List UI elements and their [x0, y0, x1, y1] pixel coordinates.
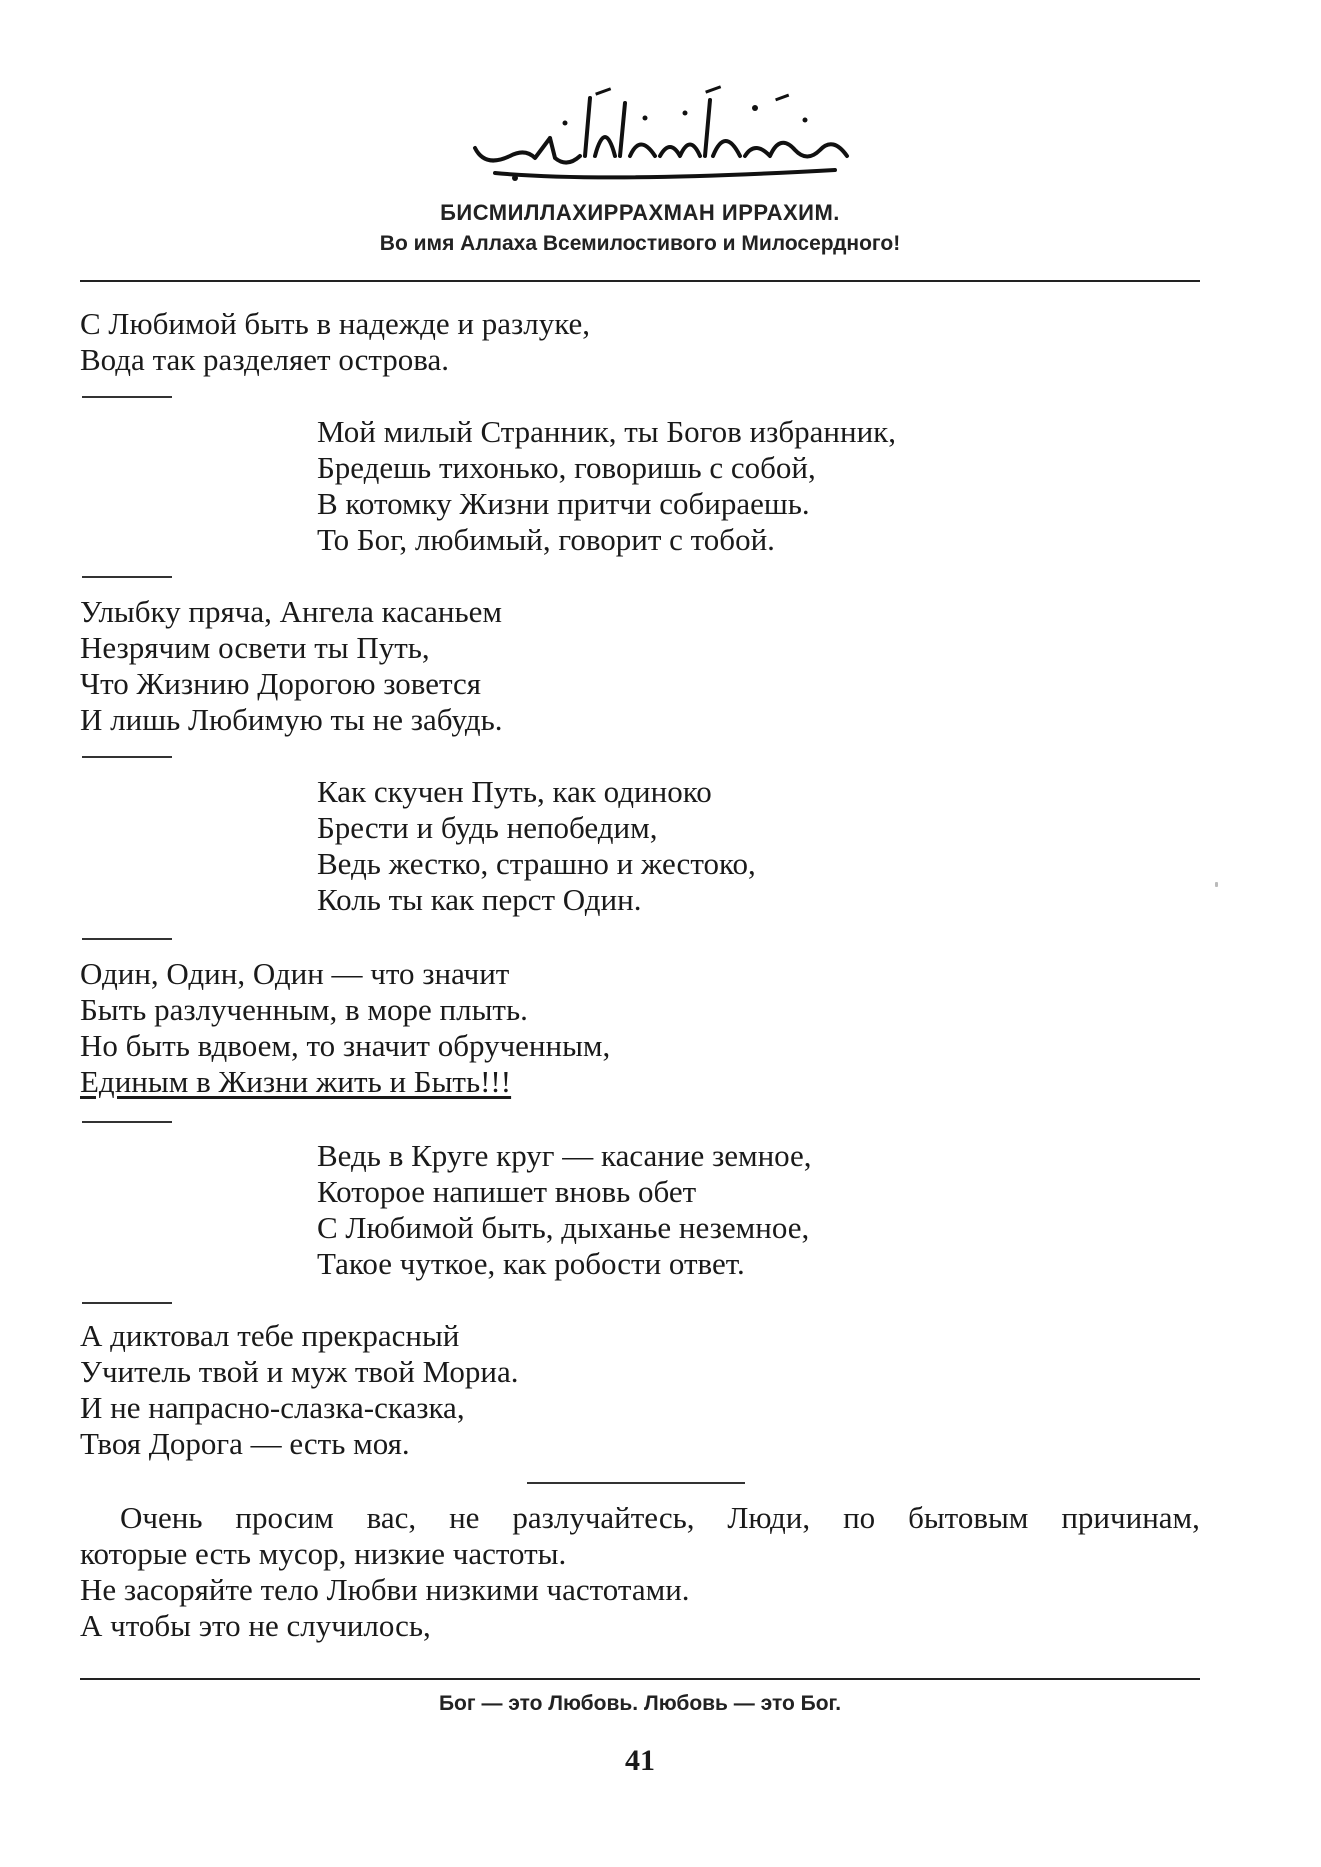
poem-line: Ведь жестко, страшно и жестоко, [317, 846, 756, 881]
stanza-separator [82, 396, 172, 398]
prose-word: Люди, [727, 1500, 811, 1535]
stanza-separator [82, 938, 172, 940]
prose-word: по [843, 1500, 876, 1535]
poem-line: И лишь Любимую ты не забудь. [80, 702, 503, 737]
poem-line: Улыбку пряча, Ангела касаньем [80, 594, 502, 629]
page-number: 41 [625, 1744, 655, 1777]
prose-word: причинам, [1061, 1500, 1200, 1535]
prose-word: вас, [366, 1500, 417, 1535]
poem-line: Учитель твой и муж твой Мориа. [80, 1354, 519, 1389]
poem-line: Мой милый Странник, ты Богов избранник, [317, 414, 896, 449]
poem-line: То Бог, любимый, говорит с тобой. [317, 522, 775, 557]
poem-line: Но быть вдвоем, то значит обрученным, [80, 1028, 611, 1063]
header-title: БИСМИЛЛАХИРРАХМАН ИРРАХИМ. [440, 200, 840, 225]
prose-word: просим [235, 1500, 334, 1535]
prose-word: не [449, 1500, 480, 1535]
header-subtitle: Во имя Аллаха Всемилостивого и Милосердного! [379, 232, 901, 255]
poem-line-underlined: Единым в Жизни жить и Быть!!! [80, 1064, 512, 1099]
prose-word: Очень [120, 1500, 203, 1535]
section-separator [527, 1482, 745, 1484]
scan-speck [1215, 882, 1218, 887]
poem-line: Быть разлученным, в море плыть. [80, 992, 528, 1027]
poem-line: А диктовал тебе прекрасный [80, 1318, 460, 1353]
prose-line-justified [120, 1500, 1200, 1536]
poem-line: С Любимой быть в надежде и разлуке, [80, 306, 591, 341]
prose-line: Не засоряйте тело Любви низкими частотами. [80, 1572, 690, 1607]
poem-line: Вода так разделяет острова. [80, 342, 450, 377]
header-rule [80, 280, 1200, 282]
poem-line: Что Жизнию Дорогою зовется [80, 666, 481, 701]
poem-line: Такое чуткое, как робости ответ. [317, 1246, 745, 1281]
stanza-separator [82, 1121, 172, 1123]
poem-line: Брести и будь непобедим, [317, 810, 658, 845]
poem-line: С Любимой быть, дыханье неземное, [317, 1210, 810, 1245]
poem-line: Коль ты как перст Один. [317, 882, 642, 917]
basmala-calligraphy [455, 78, 865, 188]
footer-rule [80, 1678, 1200, 1680]
poem-line: Твоя Дорога — есть моя. [80, 1426, 410, 1461]
stanza-separator [82, 1302, 172, 1304]
footer-motto: Бог — это Любовь. Любовь — это Бог. [438, 1692, 842, 1715]
stanza-separator [82, 756, 172, 758]
prose-line: А чтобы это не случилось, [80, 1608, 431, 1643]
prose-word: бытовым [908, 1500, 1029, 1535]
prose-line: которые есть мусор, низкие частоты. [80, 1536, 567, 1571]
poem-line: Один, Один, Один — что значит [80, 956, 510, 991]
poem-line: В котомку Жизни притчи собираешь. [317, 486, 810, 521]
poem-line: Которое напишет вновь обет [317, 1174, 697, 1209]
poem-line: Ведь в Круге круг — касание земное, [317, 1138, 812, 1173]
poem-line: Бредешь тихонько, говоришь с собой, [317, 450, 816, 485]
stanza-separator [82, 576, 172, 578]
poem-line: Незрячим освети ты Путь, [80, 630, 430, 665]
prose-word: разлучайтесь, [512, 1500, 695, 1535]
poem-line: И не напрасно-слазка-сказка, [80, 1390, 465, 1425]
poem-line: Как скучен Путь, как одиноко [317, 774, 712, 809]
